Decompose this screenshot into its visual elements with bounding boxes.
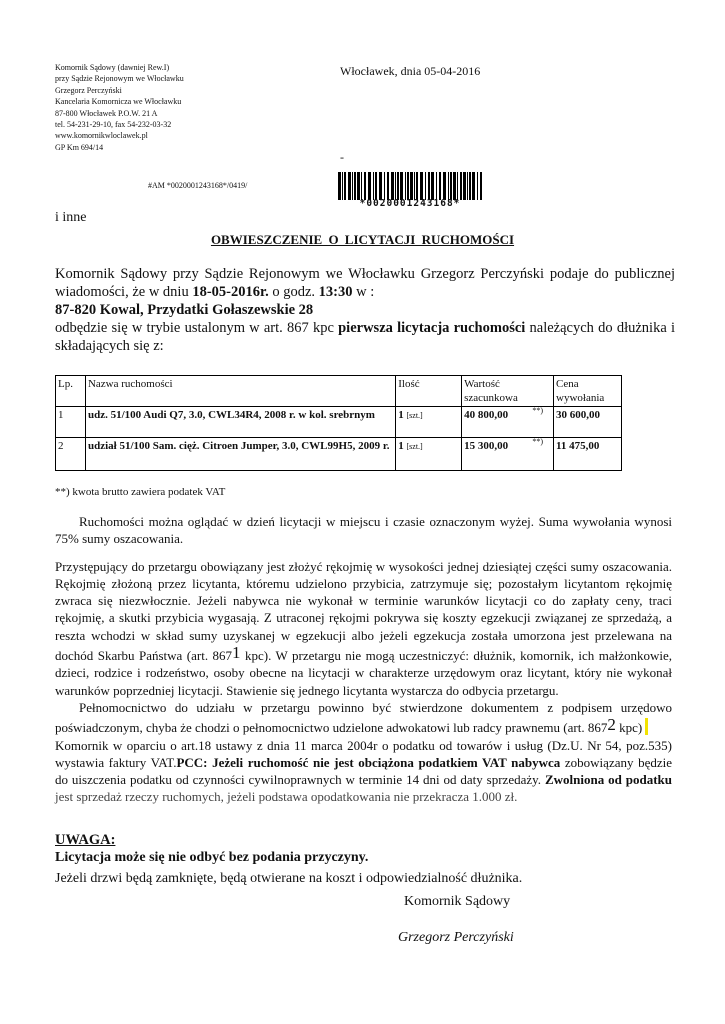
notice-body xyxy=(55,513,672,806)
col-header-price xyxy=(554,376,622,407)
intro-text: wiadomości, że w dniu xyxy=(55,284,189,300)
intro-text: w : xyxy=(356,284,375,300)
barcode-bar xyxy=(352,172,353,200)
qty-unit: [szt.] xyxy=(406,442,423,451)
barcode-bar xyxy=(463,172,466,200)
barcode-bar xyxy=(379,172,382,200)
auction-type: pierwsza licytacja ruchomości xyxy=(338,320,526,336)
col-header-value xyxy=(462,376,554,407)
barcode-bar xyxy=(425,172,426,200)
signature-role: Komornik Sądowy xyxy=(404,894,511,909)
auction-date: 18-05-2016r. xyxy=(192,284,269,300)
barcode-bar xyxy=(395,172,396,200)
barcode-icon xyxy=(338,172,482,200)
barcode-bar xyxy=(477,172,478,200)
warning-line-1: Licytacja może się nie odbyć bez podania przyczyny. xyxy=(55,850,369,865)
barcode-bar xyxy=(405,172,406,200)
paragraph-text: Komornik w oparciu o art.18 ustawy z dnia 11 marca 2004r o podatku od towarów i usług (Dz.U. Nr 54, poz.535) wystawia faktury VAT. xyxy=(55,737,672,770)
barcode-bar xyxy=(354,172,356,200)
intro-line-1: Komornik Sądowy przy Sądzie Rejonowym we Włocławku Grzegorz Perczyński podaje do publicznej xyxy=(55,266,675,282)
value-amount: 15 300,00 xyxy=(464,440,509,452)
vat-marker: **) xyxy=(532,406,543,415)
barcode-bar xyxy=(361,172,362,200)
qty-value: 1 xyxy=(398,440,404,452)
paragraph-text: kpc). W przetargu nie mogą uczestniczyć: dłużnik, komornik, ich małżonkowie, dzieci, rodzice i rodzeństwo, osoby obecne na licytacji w charakterze urzędowym oraz licytant, który nie wykonał warunków poprzedniej licytacji. Stawienie się jednego licytanta wystarcza do odbycia przetargu. xyxy=(55,648,672,698)
vat-footnote: **) kwota brutto zawiera podatek VAT xyxy=(55,486,226,498)
row-qty xyxy=(396,407,462,438)
paragraph-text: sprzedaż rzeczy ruchomych, jeżeli podstawa opodatkowania nie przekracza 1.000 zł. xyxy=(76,789,518,805)
col-header-name: Nazwa ruchomości xyxy=(85,376,395,407)
office-header-line: www.komornikwloclawek.pl xyxy=(55,131,148,141)
office-header-line: Kancelaria Komornicza we Włocławku xyxy=(55,97,182,107)
table-row xyxy=(56,438,622,471)
barcode-bar xyxy=(407,172,409,200)
barcode-bar xyxy=(387,172,389,200)
barcode-bar xyxy=(439,172,441,200)
office-header-line: GP Km 694/14 xyxy=(55,142,104,152)
barcode-bar xyxy=(443,172,446,200)
row-value xyxy=(462,438,554,471)
row-lp: 2 xyxy=(56,438,86,471)
text-cursor-highlight xyxy=(645,718,648,735)
value-amount: 40 800,00 xyxy=(464,409,509,421)
bailiff-office-header xyxy=(55,62,275,153)
header-text: wywołania xyxy=(556,392,605,404)
notice-intro xyxy=(55,265,675,355)
barcode-bar xyxy=(364,172,366,200)
tax-warning: PCC: Jeżeli ruchomość nie jest obciążona podatkiem VAT nabywca xyxy=(176,754,561,770)
paragraph-text: Pełnomocnictwo do udziału w przetargu powinno być stwierdzone dokumentem z podpisem urzędowo poświadczonym, chyba że chodzi o pełnomocnictwo udzielone adwokatowi lub radcy prawnemu (art. 867 xyxy=(55,699,672,736)
office-header-line: 87-800 Włocławek P.O.W. 21 A xyxy=(55,108,158,118)
barcode-bar xyxy=(467,172,468,200)
article-superscript: 1 xyxy=(232,643,241,663)
row-item-name: udz. 51/100 Audi Q7, 3.0, CWL34R4, 2008 r. w kol. srebrnym xyxy=(85,407,395,438)
barcode-bar xyxy=(397,172,399,200)
barcode-bar xyxy=(428,172,430,200)
barcode-bar xyxy=(368,172,371,200)
vat-marker: **) xyxy=(532,437,543,446)
qty-unit: [szt.] xyxy=(406,411,423,420)
barcode-bar xyxy=(384,172,385,200)
warning-line-2: Jeżeli drzwi będą zamknięte, będą otwierane na koszt i odpowiedzialność dłużnika. xyxy=(55,871,523,886)
barcode-bar xyxy=(338,172,341,200)
office-header-line: Grzegorz Perczyński xyxy=(55,85,122,95)
barcode-bar xyxy=(431,172,434,200)
barcode-bar xyxy=(448,172,449,200)
barcode-bar xyxy=(410,172,413,200)
row-item-name: udział 51/100 Sam. cięż. Citroen Jumper, 3.0, CWL99H5, 2009 r. xyxy=(85,438,395,471)
items-table xyxy=(55,375,622,471)
barcode-bar xyxy=(373,172,374,200)
barcode-number: *0020001243168* xyxy=(359,198,461,209)
paragraph-viewing: Ruchomości można oglądać w dzień licytacji w miejscu i czasie oznaczonym wyżej. Suma wywołania wynosi 75% sumy oszacowania. xyxy=(55,514,672,547)
barcode-bar xyxy=(460,172,462,200)
office-header-line: tel. 54-231-29-10, fax 54-232-03-32 xyxy=(55,120,172,130)
barcode-bar xyxy=(436,172,437,200)
paragraph-text: kpc) xyxy=(615,720,643,736)
barcode-bar xyxy=(453,172,456,200)
intro-text: odbędzie się w trybie ustalonym w art. 867 kpc xyxy=(55,320,334,336)
barcode-bar xyxy=(480,172,482,200)
barcode-bar xyxy=(457,172,458,200)
row-lp: 1 xyxy=(56,407,86,438)
barcode-bar xyxy=(420,172,423,200)
paragraph-text: Przystępujący do przetargu obowiązany jest złożyć rękojmię w wysokości jednej dziesiątej części sumy oszacowania. Rękojmię złożoną przez licytanta, któremu udzielono przybicia, zatrzymuje się; pozostałym licytantom rękojmię zwraca się niezwłocznie. Jeżeli nabywca nie wykonał w terminie warunków licytacji co do zapłaty ceny, traci rękojmię, a skutki przybicia wygasają. Z utraconej rękojmi pokrywa się koszty egzekucji związanej ze sprzedażą, a reszta wchodzi w skład sumy uzyskanej w egzekucji albo jeżeli egzekucja została umorzona jest przelewana na dochód Skarbu Państwa (art. 867 xyxy=(55,558,672,664)
barcode-bar xyxy=(400,172,403,200)
row-qty xyxy=(396,438,462,471)
article-superscript: 2 xyxy=(607,715,616,735)
paragraph-deposit xyxy=(55,558,672,699)
office-header-line: Komornik Sądowy (dawniej Rew.I) xyxy=(55,63,170,72)
barcode-bar xyxy=(469,172,471,200)
col-header-lp: Lp. xyxy=(56,376,86,407)
barcode-bar xyxy=(342,172,343,200)
row-value xyxy=(462,407,554,438)
intro-line-4 xyxy=(55,319,675,337)
barcode-bar xyxy=(414,172,415,200)
auction-time: 13:30 xyxy=(318,284,353,300)
barcode-bar xyxy=(344,172,346,200)
paragraph-text: jest xyxy=(55,789,77,805)
barcode-bar xyxy=(472,172,475,200)
barcode-bar xyxy=(391,172,394,200)
barcode-bar xyxy=(450,172,452,200)
paragraph-power-of-attorney xyxy=(55,699,672,737)
barcode-bar xyxy=(416,172,418,200)
paragraph-tax xyxy=(55,737,672,806)
intro-text: należących do dłużnika i xyxy=(529,320,676,336)
header-text: Wartość xyxy=(464,378,500,390)
header-text: Cena xyxy=(556,378,579,390)
tax-exempt: Zwolniona od podatku xyxy=(544,772,672,788)
paragraph-text: zobowiązany będzie do uiszczenia podatku od czynności cywilnoprawnych w terminie 14 dni od daty sprzedaży. xyxy=(55,754,672,788)
signature-name: Grzegorz Perczyński xyxy=(398,930,514,945)
barcode-bar xyxy=(375,172,377,200)
document-reference: #AM *0020001243168*/0419/ xyxy=(148,181,248,190)
col-header-qty: Ilość xyxy=(396,376,462,407)
office-header-line: przy Sądzie Rejonowym we Włocławku xyxy=(55,74,184,84)
barcode-bar xyxy=(357,172,360,200)
intro-text: o godz. xyxy=(272,284,316,300)
header-text: szacunkowa xyxy=(464,392,518,404)
warning-heading: UWAGA: xyxy=(55,832,116,848)
table-row xyxy=(56,407,622,438)
place-date: Włocławek, dnia 05-04-2016 xyxy=(340,64,481,78)
intro-line-5: składających się z: xyxy=(55,338,164,354)
table-header-row xyxy=(56,376,622,407)
row-price: 30 600,00 xyxy=(554,407,622,438)
row-price: 11 475,00 xyxy=(554,438,622,471)
barcode-bar xyxy=(348,172,351,200)
separator-dash: - xyxy=(340,150,344,164)
intro-line-2 xyxy=(55,283,675,301)
auction-address: 87-820 Kowal, Przydatki Gołaszewskie 28 xyxy=(55,302,314,318)
salutation: i inne xyxy=(55,210,87,225)
qty-value: 1 xyxy=(398,409,404,421)
notice-title: OBWIESZCZENIE O LICYTACJI RUCHOMOŚCI xyxy=(210,232,515,247)
